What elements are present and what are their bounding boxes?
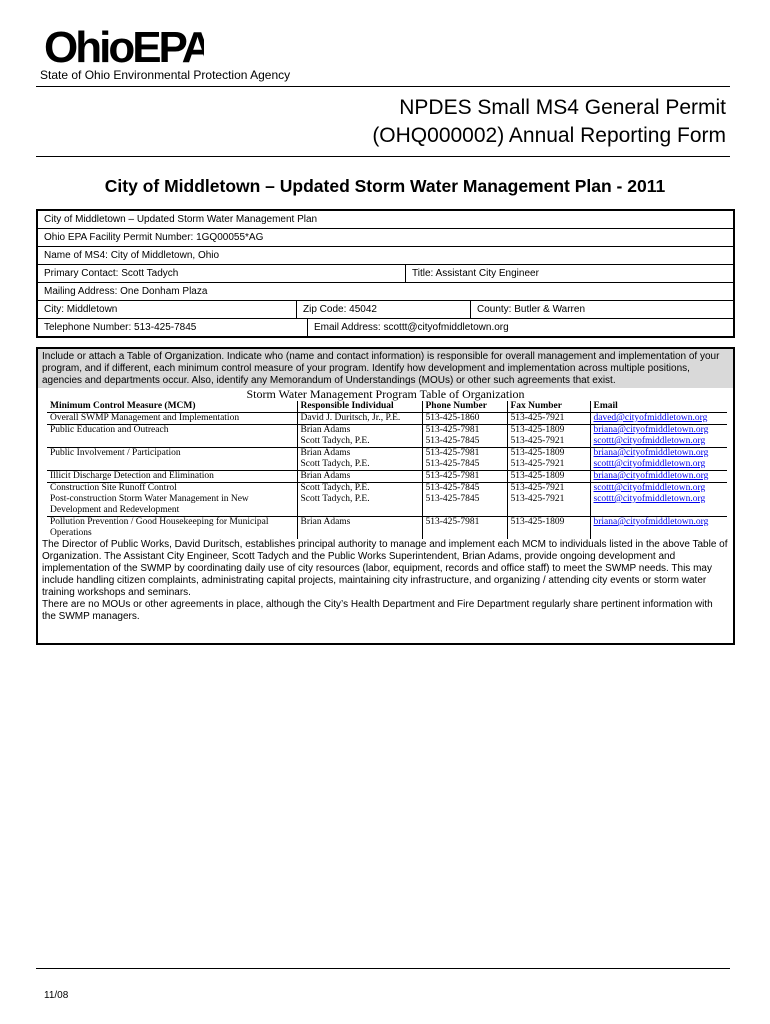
instructions-text: Include or attach a Table of Organization. Indicate who (name and contact information) is responsible for overall management and implementation of your program, and if different, each minimum control measure of your program. Identify how development and implementation across multiple positions, agencies and departments occur. Also, identify any Memorandum of Understandings (MOUs) or other such agreements that exist.: [38, 349, 733, 388]
agency-name: State of Ohio Environmental Protection Agency: [40, 68, 291, 82]
email-field: Email Address: scottt@cityofmiddletown.org: [307, 319, 733, 336]
phone-cell: 513-425-7981: [425, 425, 480, 435]
header-phone: Phone Number: [422, 401, 507, 413]
fax-cell: 513-425-7921: [510, 459, 565, 469]
email-link[interactable]: scottt@cityofmiddletown.org: [593, 494, 706, 504]
fax-cell: 513-425-1809: [510, 517, 565, 527]
header-email: Email: [590, 401, 727, 413]
header-responsible: Responsible Individual: [297, 401, 422, 413]
org-table-title: Storm Water Management Program Table of Organization: [246, 387, 525, 401]
person-cell: Brian Adams: [300, 448, 351, 458]
phone-cell: 513-425-7845: [425, 436, 480, 446]
email-link[interactable]: daved@cityofmiddletown.org: [593, 413, 708, 423]
mcm-cell: Post-construction Storm Water Management in New Development and Redevelopment: [47, 494, 297, 517]
county-field: County: Butler & Warren: [470, 301, 733, 318]
ms4-name-field: Name of MS4: City of Middletown, Ohio: [44, 250, 220, 261]
mailing-address-field: Mailing Address: One Donham Plaza: [44, 286, 208, 297]
person-cell: Scott Tadych, P.E.: [300, 494, 370, 504]
email-link[interactable]: scottt@cityofmiddletown.org: [593, 436, 706, 446]
org-table: [47, 401, 727, 539]
table-row: [47, 413, 727, 425]
form-title-line2: (OHQ000002) Annual Reporting Form: [372, 124, 726, 147]
fax-cell: 513-425-7921: [510, 483, 565, 493]
phone-cell: 513-425-7981: [425, 471, 480, 481]
table-row: [47, 483, 727, 495]
email-link[interactable]: scottt@cityofmiddletown.org: [593, 459, 706, 469]
primary-contact-field: Primary Contact: Scott Tadych: [44, 268, 179, 279]
email-link[interactable]: briana@cityofmiddletown.org: [593, 517, 709, 527]
person-cell: Scott Tadych, P.E.: [300, 459, 370, 469]
city-field: City: Middletown: [44, 304, 118, 315]
mcm-cell: Public Education and Outreach: [47, 425, 297, 448]
phone-cell: 513-425-1860: [425, 413, 480, 423]
fax-cell: 513-425-1809: [510, 425, 565, 435]
table-row: [47, 448, 727, 471]
email-link[interactable]: scottt@cityofmiddletown.org: [593, 483, 706, 493]
header-fax: Fax Number: [507, 401, 590, 413]
table-row: [47, 471, 727, 483]
fax-cell: 513-425-1809: [510, 448, 565, 458]
table-row: [47, 425, 727, 448]
plan-name-field: City of Middletown – Updated Storm Water Management Plan: [44, 214, 318, 225]
mou-paragraph: There are no MOUs or other agreements in place, although the City’s Health Department and Fire Department regularly share pertinent information with the SWMP managers.: [42, 599, 713, 622]
mcm-cell: Pollution Prevention / Good Housekeeping for Municipal Operations: [50, 517, 269, 538]
email-link[interactable]: briana@cityofmiddletown.org: [593, 471, 709, 481]
person-cell: Scott Tadych, P.E.: [300, 483, 370, 493]
title-divider: [36, 156, 730, 157]
facility-info-box: [36, 209, 735, 338]
organization-section: [36, 347, 735, 645]
fax-cell: 513-425-7921: [510, 494, 565, 504]
zip-field: Zip Code: 45042: [296, 301, 470, 318]
fax-cell: 513-425-7921: [510, 413, 565, 423]
footer-divider: [36, 968, 730, 969]
phone-cell: 513-425-7981: [425, 517, 480, 527]
ohio-epa-logo: [44, 22, 204, 70]
header-divider: [36, 86, 730, 87]
mcm-cell: Illicit Discharge Detection and Elimination: [47, 471, 297, 483]
person-cell: Brian Adams: [300, 425, 351, 435]
person-cell: David J. Duritsch, Jr., P.E.: [300, 413, 401, 423]
person-cell: Brian Adams: [300, 471, 351, 481]
permit-number-field: Ohio EPA Facility Permit Number: 1GQ00055*AG: [44, 232, 264, 243]
fax-cell: 513-425-7921: [510, 436, 565, 446]
table-row: [47, 494, 727, 517]
email-link[interactable]: briana@cityofmiddletown.org: [593, 425, 709, 435]
telephone-field: Telephone Number: 513-425-7845: [44, 322, 197, 333]
person-cell: Scott Tadych, P.E.: [300, 436, 370, 446]
mcm-cell: Public Involvement / Participation: [47, 448, 297, 471]
contact-title-field: Title: Assistant City Engineer: [405, 265, 733, 282]
phone-cell: 513-425-7845: [425, 459, 480, 469]
mcm-cell: Overall SWMP Management and Implementation: [47, 413, 297, 425]
svg-text:OhioEPA: OhioEPA: [44, 23, 204, 70]
fax-cell: 513-425-1809: [510, 471, 565, 481]
plan-title: City of Middletown – Updated Storm Water Management Plan - 2011: [104, 176, 666, 196]
phone-cell: 513-425-7981: [425, 448, 480, 458]
header-mcm: Minimum Control Measure (MCM): [47, 401, 297, 413]
phone-cell: 513-425-7845: [425, 483, 480, 493]
mcm-cell: Construction Site Runoff Control: [50, 483, 177, 493]
table-row: [47, 517, 727, 540]
person-cell: Brian Adams: [300, 517, 351, 527]
email-link[interactable]: briana@cityofmiddletown.org: [593, 448, 709, 458]
form-title-line1: NPDES Small MS4 General Permit: [399, 96, 726, 119]
responsibility-paragraph: The Director of Public Works, David Duritsch, establishes principal authority to manage and implement each MCM to individuals listed in the above Table of Organization. The Assistant City Engineer, Scott Tadych and the Public Works Superintendent, Brian Adams, provide ongoing development and implementation of the SWMP by coordinating daily use of city resources (labor, equipment, records and office staff) to meet the SWMP needs. This may include handling citizen complaints, administrating capital projects, maintaining city infrastructure, and organizing / attending city events or storm water training workshops and seminars.: [42, 539, 728, 598]
form-version: 11/08: [44, 990, 69, 1001]
phone-cell: 513-425-7845: [425, 494, 480, 504]
